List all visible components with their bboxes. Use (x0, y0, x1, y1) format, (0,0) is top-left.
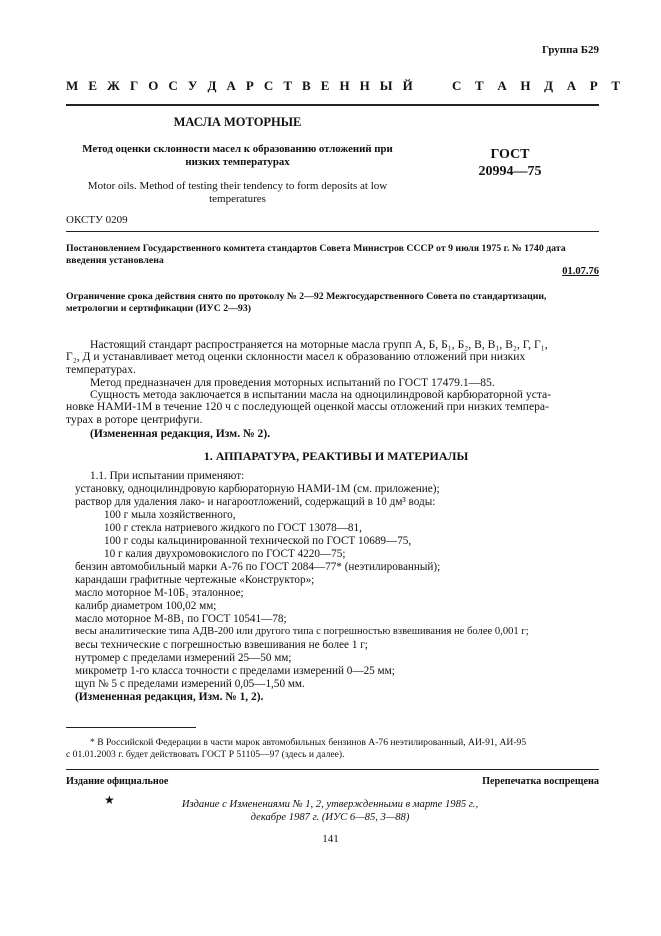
list-item: нутромер с пределами измерений 25—50 мм; (75, 652, 292, 664)
list-item: карандаши графитные чертежные «Конструктор»; (75, 574, 315, 586)
edition-amendments (150, 798, 510, 824)
gost-label: ГОСТ (490, 147, 530, 162)
title-english-line2: temperatures (209, 193, 266, 205)
list-item: микрометр 1-го класса точности с пределами измерений 0—25 мм; (75, 665, 395, 677)
intro-p1-line1: Настоящий стандарт распространяется на моторные масла групп А, Б, Б₁, Б₂, В, В₁, В₂, Г, Г₁, (90, 338, 548, 351)
title-english (50, 180, 425, 206)
intro-paragraph-1 (66, 339, 606, 376)
list-item: установку, одноцилиндровую карбюраторную НАМИ-1М (см. приложение); (75, 483, 440, 495)
title-divider (66, 231, 599, 232)
list-item: 1.1. При испытании применяют: (90, 470, 245, 482)
restriction-line1: Ограничение срока действия снято по протоколу № 2—92 Межгосударственного Совета по стандартизации, (66, 291, 547, 302)
intro-p1-line2: Г₂, Д и устанавливает метод оценки склонности масел к образованию отложений при низких (66, 350, 526, 364)
intro-paragraph-3 (66, 389, 606, 426)
intro-p3-line2: новке НАМИ-1М в течение 120 ч с последующей оценкой массы отложений при низких темпера- (66, 400, 549, 414)
list-item: весы аналитические типа АДВ-200 или другого типа с погрешностью взвешивания не более 0,001 г; (75, 626, 529, 637)
list-item: 100 г мыла хозяйственного, (104, 509, 236, 521)
star-icon: ★ (104, 793, 115, 807)
list-item: масло моторное М-10Б₁ эталонное; (75, 587, 244, 599)
okstu-code: ОКСТУ 0209 (66, 214, 128, 226)
intro-paragraph-2: Метод предназначен для проведения моторных испытаний по ГОСТ 17479.1—85. (90, 376, 495, 389)
title-russian (60, 143, 415, 168)
intro-p3-line1: Сущность метода заключается в испытании масла на одноцилиндровой карбюраторной уста- (90, 388, 552, 401)
footnote (66, 737, 606, 761)
reprint-prohibited-label: Перепечатка воспрещена (482, 776, 599, 787)
footer-divider (66, 769, 599, 770)
section-1-heading: 1. АППАРАТУРА, РЕАКТИВЫ И МАТЕРИАЛЫ (203, 449, 469, 463)
list-item: 100 г стекла натриевого жидкого по ГОСТ 13078—81, (104, 522, 362, 534)
intro-p1-line3: температурах. (66, 362, 136, 376)
section-1-edition-note: (Измененная редакция, Изм. № 1, 2). (75, 691, 264, 703)
introduction-date: 01.07.76 (562, 266, 599, 277)
decree-text (66, 243, 611, 267)
list-item: калибр диаметром 100,02 мм; (75, 600, 217, 612)
restriction-text (66, 291, 601, 315)
list-item: щуп № 5 с пределами измерений 0,05—1,50 мм. (75, 678, 305, 690)
restriction-line2: метрологии и сертификации (ИУС 2—93) (66, 303, 251, 314)
list-item: масло моторное М-8В₁ по ГОСТ 10541—78; (75, 613, 287, 625)
page-number: 141 (322, 833, 339, 845)
list-item: 10 г калия двухромовокислого по ГОСТ 4220—75; (104, 548, 346, 560)
decree-line1: Постановлением Государственного комитета стандартов Совета Министров СССР от 9 июля 1975 г. № 1740 дата (66, 243, 566, 254)
edition-amendments-line2: декабре 1987 г. (ИУС 6—85, 3—88) (250, 812, 410, 823)
edition-amendments-line1: Издание с Изменениями № 1, 2, утвержденными в марте 1985 г., (181, 799, 479, 810)
footnote-divider (66, 727, 196, 728)
gost-number: 20994—75 (478, 164, 542, 179)
group-label: Группа Б29 (542, 44, 599, 56)
intro-edition-note: (Измененная редакция, Изм. № 2). (90, 427, 271, 440)
intro-p3-line3: турах в роторе центрифуги. (66, 412, 203, 426)
decree-line2: введения установлена (66, 255, 164, 266)
footnote-line1: * В Российской Федерации в части марок автомобильных бензинов А-76 неэтилированный, АИ-91, АИ-95 (90, 737, 527, 748)
standard-header-right: С Т А Н Д А Р Т (452, 78, 626, 93)
list-item: раствор для удаления лако- и нагароотложений, содержащий в 10 дм³ воды: (75, 496, 436, 508)
header-divider (66, 104, 599, 106)
list-item: весы технические с погрешностью взвешивания не более 1 г; (75, 639, 368, 651)
title-russian-line1: Метод оценки склонности масел к образованию отложений при (82, 143, 393, 155)
footnote-line2: с 01.01.2003 г. будет действовать ГОСТ Р 51105—97 (здесь и далее). (66, 749, 345, 760)
title-russian-line2: низких температурах (185, 155, 290, 168)
standard-header-left: М Е Ж Г О С У Д А Р С Т В Е Н Н Ы Й (66, 78, 417, 93)
title-english-line1: Motor oils. Method of testing their tendency to form deposits at low (87, 180, 388, 192)
official-edition-label: Издание официальное (66, 776, 169, 787)
list-item: 100 г соды кальцинированной технической по ГОСТ 10689—75, (104, 535, 412, 547)
gost-designation (450, 146, 570, 180)
document-title: МАСЛА МОТОРНЫЕ (173, 115, 302, 129)
list-item: бензин автомобильный марки А-76 по ГОСТ 2084—77* (неэтилированный); (75, 561, 441, 573)
